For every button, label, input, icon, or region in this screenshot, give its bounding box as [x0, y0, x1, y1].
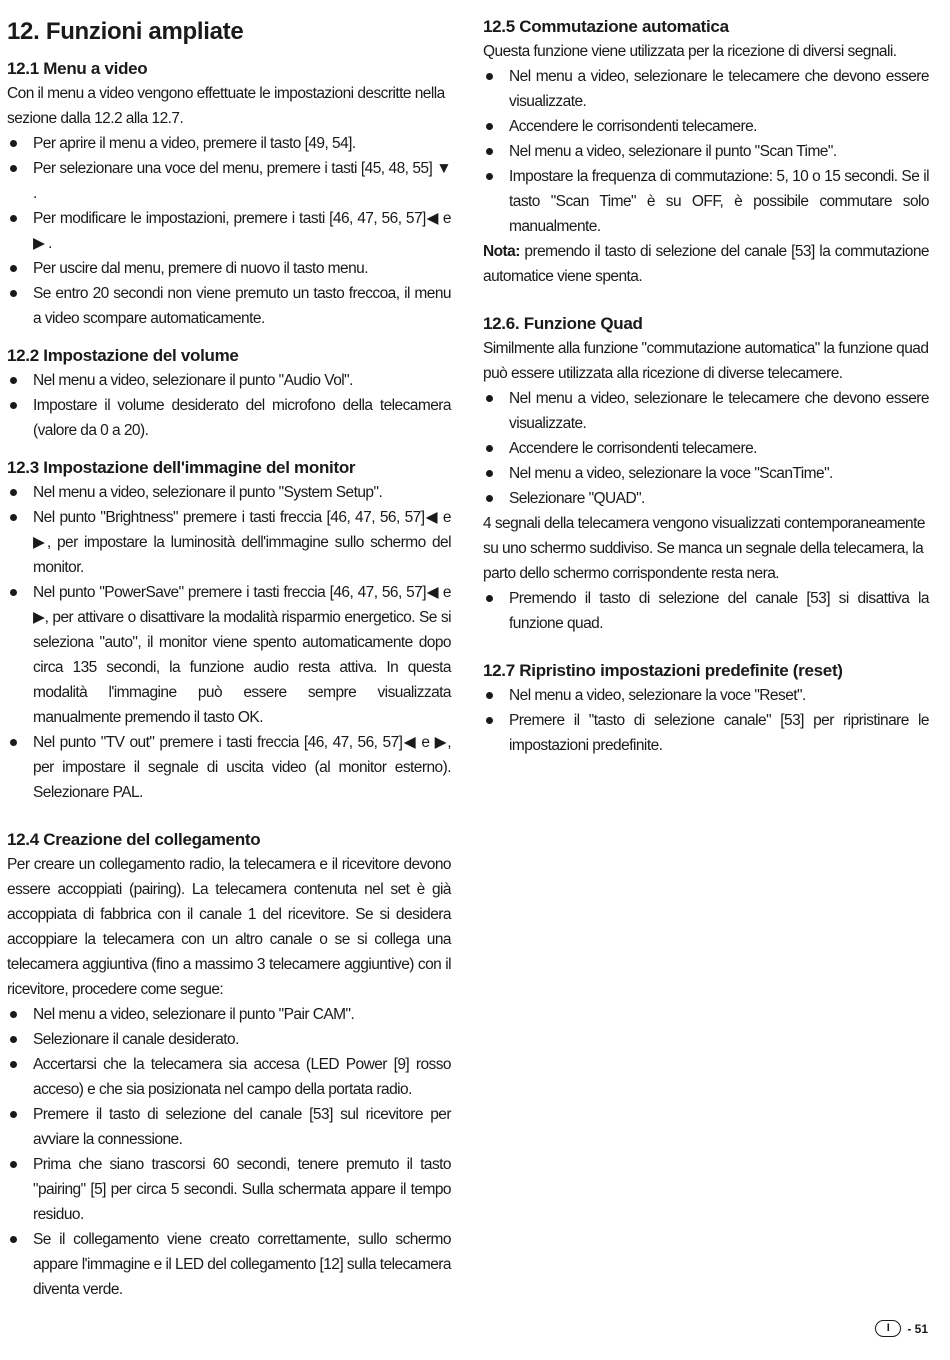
language-badge: I	[875, 1320, 901, 1337]
list-item: Impostare il volume desiderato del microfono della telecamera (valore da 0 a 20).	[7, 393, 451, 443]
list-item: Selezionare il canale desiderato.	[7, 1027, 451, 1052]
bullet-list	[7, 368, 451, 443]
note-text: premendo il tasto di selezione del canale [53] la commutazione automatice viene spenta.	[483, 243, 929, 285]
list-item: Accendere le corrisondenti telecamere.	[483, 436, 929, 461]
bullet-list	[7, 131, 451, 331]
list-item: Nel menu a video, selezionare il punto "System Setup".	[7, 480, 451, 505]
section-title: 12.1 Menu a video	[7, 59, 148, 78]
section-title: 12.7 Ripristino impostazioni predefinite (reset)	[483, 661, 843, 680]
section-title: 12.3 Impostazione dell'immagine del monitor	[7, 458, 356, 477]
section-volume	[7, 343, 451, 443]
list-item: Per uscire dal menu, premere di nuovo il tasto menu.	[7, 256, 451, 281]
page-number: - 51	[907, 1321, 928, 1336]
list-item: Nel menu a video, selezionare le telecamere che devono essere visualizzate.	[483, 386, 929, 436]
body-paragraph: 4 segnali della telecamera vengono visualizzati contemporaneamente su uno schermo suddiviso. Se manca un segnale della telecamera, la parto dello schermo corrispondente resta nera.	[483, 515, 925, 582]
list-item: Premere il tasto di selezione del canale [53] sul ricevitore per avviare la connessione.	[7, 1102, 451, 1152]
bullet-list	[483, 683, 929, 758]
section-reset	[483, 658, 929, 758]
section-auto-switch	[483, 14, 929, 289]
list-item: Nel punto "PowerSave" premere i tasti freccia [46, 47, 56, 57]◀ e ▶, per attivare o disattivare la modalità risparmio energetico. Se si seleziona "auto", il monitor viene spento automaticamente dopo circa 135 secondi, la funzione audio resta attiva. In questa modalità l'immagine può essere sempre visualizzata manualmente premendo il tasto OK.	[7, 580, 451, 730]
bullet-list	[483, 386, 929, 511]
section-title: 12.4 Creazione del collegamento	[7, 830, 261, 849]
section-intro: Per creare un collegamento radio, la telecamera e il ricevitore devono essere accoppiati (pairing). La telecamera contenuta nel set è già accoppiata di fabbrica con il canale 1 del ricevitore. Se si desidera accoppiare la telecamera con un altro canale o se si collega una telecamera aggiuntiva (fino a massimo 3 telecamere aggiuntive) con il ricevitore, procedere come segue:	[7, 856, 451, 998]
bullet-list	[7, 1002, 451, 1302]
left-column	[7, 14, 451, 1302]
section-intro: Similmente alla funzione "commutazione automatica" la funzione quad può essere utilizzata alla ricezione di diverse telecamere.	[483, 340, 929, 382]
page-footer	[875, 1320, 928, 1337]
section-menu-a-video	[7, 56, 451, 331]
list-item: Premere il "tasto di selezione canale" [53] per ripristinare le impostazioni predefinite.	[483, 708, 929, 758]
list-item: Nel menu a video, selezionare il punto "Pair CAM".	[7, 1002, 451, 1027]
bullet-list	[483, 64, 929, 239]
section-intro: Questa funzione viene utilizzata per la ricezione di diversi segnali.	[483, 43, 897, 60]
list-item: Nel menu a video, selezionare il punto "Scan Time".	[483, 139, 929, 164]
list-item: Per selezionare una voce del menu, premere i tasti [45, 48, 55] ▼ .	[7, 156, 451, 206]
list-item: Se il collegamento viene creato correttamente, sullo schermo appare l'immagine e il LED del collegamento [12] sulla telecamera diventa verde.	[7, 1227, 451, 1302]
note-paragraph	[483, 239, 929, 289]
list-item: Accertarsi che la telecamera sia accesa (LED Power [9] rosso acceso) e che sia posizionata nel campo della portata radio.	[7, 1052, 451, 1102]
list-item: Nel menu a video, selezionare la voce "Reset".	[483, 683, 929, 708]
section-monitor-image	[7, 455, 451, 805]
section-title: 12.6. Funzione Quad	[483, 314, 643, 333]
list-item: Nel menu a video, selezionare le telecamere che devono essere visualizzate.	[483, 64, 929, 114]
note-label: Nota:	[483, 243, 520, 260]
section-pairing	[7, 827, 451, 1302]
bullet-list	[483, 586, 929, 636]
list-item: Nel punto "TV out" premere i tasti freccia [46, 47, 56, 57]◀ e ▶, per impostare il segnale di uscita video (al monitor esterno). Selezionare PAL.	[7, 730, 451, 805]
list-item: Se entro 20 secondi non viene premuto un tasto freccoa, il menu a video scompare automaticamente.	[7, 281, 451, 331]
bullet-list	[7, 480, 451, 805]
list-item: Nel menu a video, selezionare il punto "Audio Vol".	[7, 368, 451, 393]
section-title: 12.2 Impostazione del volume	[7, 346, 239, 365]
list-item: Per modificare le impostazioni, premere i tasti [46, 47, 56, 57]◀ e ▶ .	[7, 206, 451, 256]
list-item: Prima che siano trascorsi 60 secondi, tenere premuto il tasto "pairing" [5] per circa 5 secondi. Sulla schermata appare il tempo residuo.	[7, 1152, 451, 1227]
section-title: 12.5 Commutazione automatica	[483, 17, 729, 36]
section-quad	[483, 311, 929, 636]
list-item: Per aprire il menu a video, premere il tasto [49, 54].	[7, 131, 451, 156]
chapter-title: 12. Funzioni ampliate	[7, 18, 244, 45]
list-item: Impostare la frequenza di commutazione: 5, 10 o 15 secondi. Se il tasto "Scan Time" è su OFF, è possibile commutare solo manualmente.	[483, 164, 929, 239]
list-item: Accendere le corrisondenti telecamere.	[483, 114, 929, 139]
right-column	[483, 14, 929, 758]
section-intro: Con il menu a video vengono effettuate le impostazioni descritte nella sezione dalla 12.2 alla 12.7.	[7, 85, 445, 127]
list-item: Selezionare "QUAD".	[483, 486, 929, 511]
list-item: Premendo il tasto di selezione del canale [53] si disattiva la funzione quad.	[483, 586, 929, 636]
list-item: Nel menu a video, selezionare la voce "ScanTime".	[483, 461, 929, 486]
list-item: Nel punto "Brightness" premere i tasti freccia [46, 47, 56, 57]◀ e ▶, per impostare la luminosità dell'immagine sullo schermo del monitor.	[7, 505, 451, 580]
